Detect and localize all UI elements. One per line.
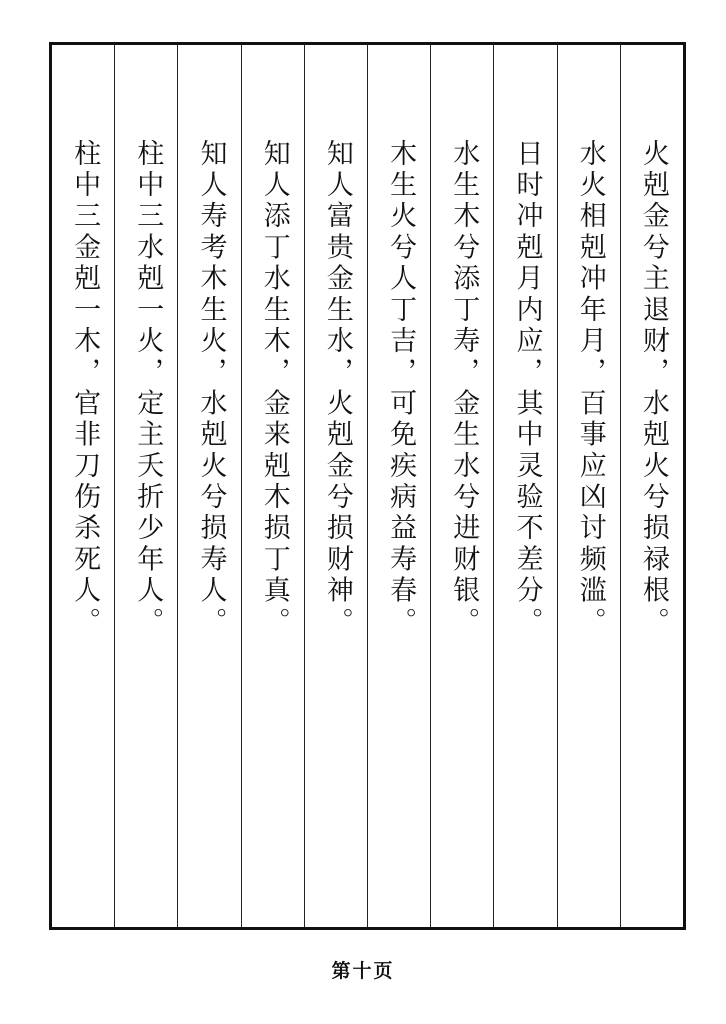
verse-line-9: 柱中三水剋一火，定主夭折少年人。: [132, 139, 164, 639]
text-column-6: [304, 45, 367, 927]
text-column-10: [52, 45, 114, 927]
verse-line-3: 日时冲剋月内应，其中灵验不差分。: [511, 139, 543, 639]
verse-line-2: 水火相剋冲年月，百事应凶讨频滥。: [574, 139, 606, 639]
verse-line-10: 柱中三金剋一木，官非刀伤杀死人。: [69, 139, 101, 639]
text-column-7: [241, 45, 304, 927]
text-column-5: [367, 45, 430, 927]
text-column-2: [557, 45, 620, 927]
verse-line-5: 木生火兮人丁吉，可免疾病益寿春。: [385, 139, 417, 639]
text-column-8: [177, 45, 240, 927]
verse-line-4: 水生木兮添丁寿，金生水兮进财银。: [448, 139, 480, 639]
text-column-4: [430, 45, 493, 927]
verse-line-6: 知人富贵金生水，火剋金兮损财神。: [321, 139, 353, 639]
verse-line-1: 火剋金兮主退财，水剋火兮损禄根。: [637, 139, 669, 639]
text-column-3: [493, 45, 556, 927]
verse-line-8: 知人寿考木生火，水剋火兮损寿人。: [195, 139, 227, 639]
text-column-1: [620, 45, 683, 927]
page-number: 第十页: [331, 960, 395, 982]
verse-line-7: 知人添丁水生木，金来剋木损丁真。: [258, 139, 290, 639]
text-column-9: [114, 45, 177, 927]
text-frame: [49, 42, 686, 930]
